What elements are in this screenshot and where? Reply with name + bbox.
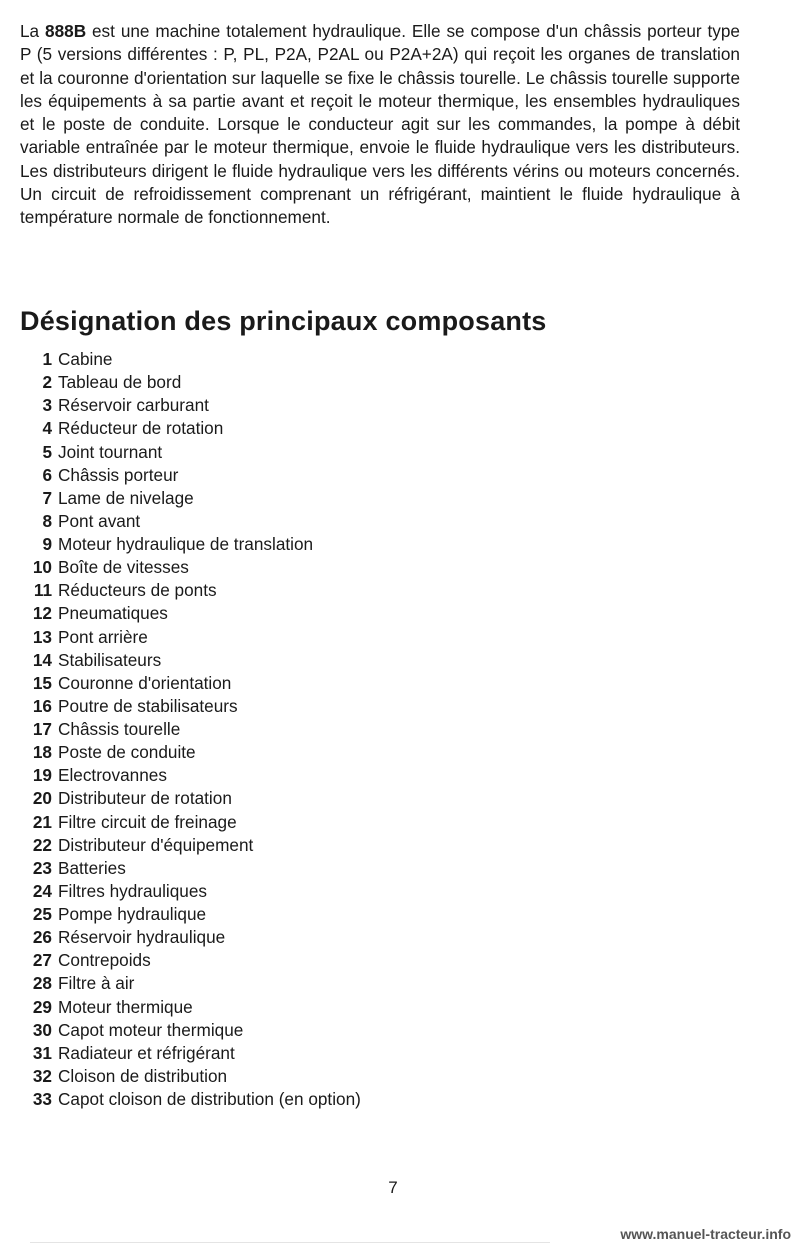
component-item [20,949,361,972]
component-label: Radiateur et réfrigérant [58,1042,235,1063]
component-label: Pneumatiques [58,603,168,624]
component-number: 16 [32,695,52,716]
component-number: 22 [32,834,52,855]
component-label: Batteries [58,857,126,878]
component-item [20,972,361,995]
component-label: Electrovannes [58,765,167,786]
component-item [20,811,361,834]
component-number: 32 [32,1065,52,1086]
component-label: Stabilisateurs [58,649,162,670]
intro-paragraph [20,20,740,230]
component-item [20,348,361,371]
component-number: 7 [42,487,52,508]
component-item [20,417,361,440]
component-label: Cloison de distribution [58,1065,228,1086]
component-item [20,533,361,556]
component-label: Boîte de vitesses [58,557,189,578]
component-item [20,1042,361,1065]
component-label: Filtres hydrauliques [58,880,208,901]
component-number: 15 [32,672,52,693]
component-label: Capot moteur thermique [58,1019,244,1040]
component-item [20,834,361,857]
component-item [20,926,361,949]
component-item [20,880,361,903]
component-number: 3 [42,395,52,416]
component-number: 19 [32,765,52,786]
component-item [20,626,361,649]
component-label: Moteur hydraulique de translation [58,534,314,554]
component-label: Pont avant [58,510,141,531]
component-item [20,718,361,741]
component-number: 4 [42,418,52,439]
component-item [20,1019,361,1042]
component-item [20,1065,361,1088]
component-number: 23 [32,857,52,878]
component-item [20,672,361,695]
page-number: 7 [388,1178,398,1197]
component-number: 10 [32,557,52,578]
component-number: 20 [32,788,52,809]
component-number: 33 [32,1089,52,1109]
component-label: Lame de nivelage [58,487,194,508]
component-number: 8 [42,510,52,531]
component-item [20,487,361,510]
component-label: Réservoir hydraulique [58,927,226,948]
component-label: Moteur thermique [58,996,193,1017]
component-number: 12 [32,603,52,624]
component-label: Cabine [58,349,113,369]
component-item [20,695,361,718]
component-label: Distributeur d'équipement [58,834,254,855]
component-item [20,764,361,787]
component-number: 17 [32,719,52,739]
components-list [20,348,361,1111]
component-number: 28 [32,973,52,994]
component-number: 18 [32,742,52,763]
section-heading: Désignation des principaux composants [20,306,547,336]
component-item [20,787,361,810]
source-url[interactable]: www.manuel-tracteur.info [620,1226,791,1242]
component-label: Châssis porteur [58,464,179,485]
component-label: Réducteur de rotation [58,418,224,439]
component-number: 2 [42,372,52,393]
intro-text: est une machine totalement hydraulique. Elle se compose d'un châssis porteur type P (5 versions différentes : P, PL, P2A, P2AL ou P2A+2A) qui reçoit les organes de translation et la couronne d'orientation sur laquelle se fixe le châssis tourelle. Le châssis tourelle supporte les équipements à sa partie avant et reçoit le moteur thermique, les ensembles hydrauliques et le poste de conduite. Lorsque le conducteur agit sur les commandes, la pompe à débit variable entraînée par le moteur thermique, envoie le fluide hydraulique vers les distributeurs. Les distributeurs dirigent le fluide hydraulique vers les différents vérins ou moteurs concernés. Un circuit de refroidissement comprenant un réfrigérant, maintient le fluide hydraulique à température normale de fonctionnement. [20,21,740,228]
component-number: 27 [32,950,52,971]
component-number: 25 [32,904,52,924]
component-number: 1 [42,349,52,369]
component-item [20,556,361,579]
component-number: 13 [32,626,52,647]
component-label: Joint tournant [58,441,163,462]
component-label: Capot cloison de distribution (en option) [58,1089,361,1109]
component-label: Contrepoids [58,950,151,971]
component-item [20,579,361,602]
component-number: 21 [32,811,52,832]
intro-prefix: La [20,21,40,41]
component-number: 5 [42,441,52,462]
component-item [20,602,361,625]
component-label: Couronne d'orientation [58,672,232,693]
component-label: Réducteurs de ponts [58,580,217,601]
component-label: Châssis tourelle [58,719,181,739]
component-item [20,741,361,764]
component-item [20,649,361,672]
component-number: 26 [32,927,52,948]
component-item [20,903,361,926]
component-number: 30 [32,1019,52,1040]
component-label: Pompe hydraulique [58,904,207,924]
component-item [20,441,361,464]
component-item [20,1088,361,1111]
component-number: 14 [32,649,52,670]
component-label: Filtre à air [58,973,135,994]
component-item [20,996,361,1019]
component-item [20,464,361,487]
component-label: Poutre de stabilisateurs [58,695,238,716]
component-number: 6 [42,464,52,485]
component-item [20,510,361,533]
component-label: Pont arrière [58,626,148,647]
bottom-rule [30,1242,550,1243]
component-item [20,371,361,394]
component-label: Réservoir carburant [58,395,209,416]
component-label: Distributeur de rotation [58,788,232,809]
component-label: Tableau de bord [58,372,182,393]
component-number: 24 [32,880,52,901]
component-label: Poste de conduite [58,742,196,763]
component-item [20,857,361,880]
component-item [20,394,361,417]
component-number: 9 [42,534,52,554]
component-label: Filtre circuit de freinage [58,811,237,832]
component-number: 29 [32,996,52,1017]
model-name: 888B [45,21,87,41]
component-number: 11 [33,580,52,601]
component-number: 31 [32,1042,52,1063]
